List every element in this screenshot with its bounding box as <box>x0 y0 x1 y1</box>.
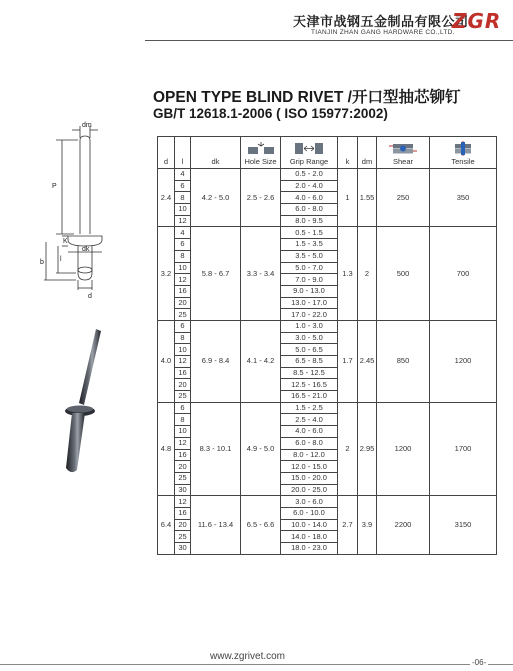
table-row <box>158 227 497 239</box>
cell-grip-range: 13.0 - 17.0 <box>281 297 338 309</box>
hole-icon <box>245 141 277 156</box>
cell-l: 12 <box>175 437 191 449</box>
standard-subtitle: GB/T 12618.1-2006 ( ISO 15977:2002) <box>153 106 388 121</box>
table-row <box>158 169 497 181</box>
company-name-en: TIANJIN ZHAN GANG HARDWARE CO.,LTD. <box>311 29 455 36</box>
cell-grip-range: 8.0 - 9.5 <box>281 215 338 227</box>
dim-label-b: b <box>40 259 44 266</box>
cell-grip-range: 20.0 - 25.0 <box>281 484 338 496</box>
rivet-product-image <box>55 325 115 480</box>
cell-grip-range: 2.0 - 4.0 <box>281 180 338 192</box>
cell-shear: 1200 <box>377 402 430 496</box>
cell-grip-range: 14.0 - 18.0 <box>281 531 338 543</box>
page-title: OPEN TYPE BLIND RIVET /开口型抽芯铆钉 <box>153 89 461 106</box>
cell-l: 6 <box>175 402 191 414</box>
cell-dk: 4.2 - 5.0 <box>191 169 241 227</box>
cell-k: 1.3 <box>338 227 358 321</box>
cell-grip-range: 5.0 - 7.0 <box>281 262 338 274</box>
shear-icon <box>387 141 419 156</box>
footer-website: www.zgrivet.com <box>210 651 286 662</box>
cell-grip-range: 5.0 - 6.5 <box>281 344 338 356</box>
cell-l: 16 <box>175 449 191 461</box>
cell-l: 25 <box>175 531 191 543</box>
page-number: -06- <box>472 658 487 667</box>
cell-l: 20 <box>175 379 191 391</box>
col-header-tensile <box>430 137 497 169</box>
cell-hole-size: 4.1 - 4.2 <box>241 320 281 402</box>
cell-l: 16 <box>175 285 191 297</box>
dim-label-dk: dk <box>82 246 90 253</box>
cell-l: 10 <box>175 344 191 356</box>
cell-grip-range: 3.0 - 5.0 <box>281 332 338 344</box>
cell-grip-range: 0.5 - 2.0 <box>281 169 338 181</box>
company-name-cn: 天津市战钢五金制品有限公司 <box>293 15 469 30</box>
cell-grip-range: 0.5 - 1.5 <box>281 227 338 239</box>
cell-dm: 2 <box>358 227 377 321</box>
cell-l: 16 <box>175 507 191 519</box>
cell-tensile: 1700 <box>430 402 497 496</box>
cell-grip-range: 8.5 - 12.5 <box>281 367 338 379</box>
cell-shear: 500 <box>377 227 430 321</box>
cell-l: 25 <box>175 472 191 484</box>
cell-l: 20 <box>175 519 191 531</box>
cell-grip-range: 12.5 - 16.5 <box>281 379 338 391</box>
cell-hole-size: 3.3 - 3.4 <box>241 227 281 321</box>
table-row <box>158 496 497 508</box>
cell-l: 8 <box>175 192 191 204</box>
cell-dm: 2.95 <box>358 402 377 496</box>
table-body <box>158 169 497 555</box>
cell-d: 4.8 <box>158 402 175 496</box>
col-header-hole-size-label: Hole Size <box>244 157 277 166</box>
cell-l: 30 <box>175 543 191 555</box>
cell-l: 25 <box>175 309 191 321</box>
cell-grip-range: 15.0 - 20.0 <box>281 472 338 484</box>
cell-l: 10 <box>175 426 191 438</box>
cell-grip-range: 6.0 - 10.0 <box>281 507 338 519</box>
cell-grip-range: 10.0 - 14.0 <box>281 519 338 531</box>
cell-grip-range: 7.0 - 9.0 <box>281 274 338 286</box>
cell-grip-range: 1.5 - 3.5 <box>281 239 338 251</box>
cell-d: 2.4 <box>158 169 175 227</box>
cell-tensile: 700 <box>430 227 497 321</box>
footer-divider <box>0 664 513 665</box>
cell-dk: 5.8 - 6.7 <box>191 227 241 321</box>
cell-grip-range: 6.0 - 8.0 <box>281 204 338 216</box>
cell-l: 4 <box>175 169 191 181</box>
cell-shear: 850 <box>377 320 430 402</box>
cell-l: 8 <box>175 250 191 262</box>
cell-tensile: 1200 <box>430 320 497 402</box>
col-header-d: d <box>158 137 175 169</box>
cell-grip-range: 1.5 - 2.5 <box>281 402 338 414</box>
cell-l: 12 <box>175 274 191 286</box>
cell-l: 6 <box>175 320 191 332</box>
cell-dm: 2.45 <box>358 320 377 402</box>
cell-l: 8 <box>175 414 191 426</box>
cell-tensile: 350 <box>430 169 497 227</box>
cell-d: 4.0 <box>158 320 175 402</box>
col-header-l: l <box>175 137 191 169</box>
col-header-grip-range <box>281 137 338 169</box>
col-header-k: k <box>338 137 358 169</box>
cell-k: 2 <box>338 402 358 496</box>
cell-grip-range: 3.0 - 6.0 <box>281 496 338 508</box>
cell-hole-size: 6.5 - 6.6 <box>241 496 281 554</box>
cell-grip-range: 3.5 - 5.0 <box>281 250 338 262</box>
cell-hole-size: 2.5 - 2.6 <box>241 169 281 227</box>
cell-grip-range: 8.0 - 12.0 <box>281 449 338 461</box>
cell-k: 2.7 <box>338 496 358 554</box>
cell-l: 12 <box>175 215 191 227</box>
cell-grip-range: 2.5 - 4.0 <box>281 414 338 426</box>
cell-l: 12 <box>175 356 191 368</box>
cell-grip-range: 4.0 - 6.0 <box>281 426 338 438</box>
cell-grip-range: 6.0 - 8.0 <box>281 437 338 449</box>
col-header-shear-label: Shear <box>392 157 413 166</box>
col-header-hole-size <box>241 137 281 169</box>
cell-dm: 1.55 <box>358 169 377 227</box>
table-row <box>158 320 497 332</box>
cell-l: 4 <box>175 227 191 239</box>
cell-l: 6 <box>175 180 191 192</box>
dim-label-l: l <box>60 256 62 263</box>
cell-l: 8 <box>175 332 191 344</box>
cell-tensile: 3150 <box>430 496 497 554</box>
header-divider <box>145 40 513 41</box>
cell-l: 10 <box>175 204 191 216</box>
cell-grip-range: 6.5 - 8.5 <box>281 356 338 368</box>
cell-grip-range: 17.0 - 22.0 <box>281 309 338 321</box>
cell-l: 10 <box>175 262 191 274</box>
cell-shear: 250 <box>377 169 430 227</box>
col-header-shear <box>377 137 430 169</box>
rivet-dimension-diagram <box>28 118 128 303</box>
table-row <box>158 402 497 414</box>
cell-k: 1.7 <box>338 320 358 402</box>
cell-l: 30 <box>175 484 191 496</box>
grip-range-icon <box>293 141 325 156</box>
cell-l: 20 <box>175 461 191 473</box>
cell-grip-range: 9.0 - 13.0 <box>281 285 338 297</box>
table-header-row <box>158 137 497 169</box>
cell-grip-range: 4.0 - 6.0 <box>281 192 338 204</box>
cell-l: 6 <box>175 239 191 251</box>
col-header-dk: dk <box>191 137 241 169</box>
col-header-dm: dm <box>358 137 377 169</box>
col-header-grip-range-label: Grip Range <box>289 157 329 166</box>
dim-label-k: K <box>63 238 68 245</box>
cell-grip-range: 18.0 - 23.0 <box>281 543 338 555</box>
cell-dm: 3.9 <box>358 496 377 554</box>
rivet-spec-table <box>157 136 497 555</box>
cell-d: 6.4 <box>158 496 175 554</box>
cell-dk: 6.9 - 8.4 <box>191 320 241 402</box>
tensile-icon <box>447 141 479 156</box>
cell-l: 20 <box>175 297 191 309</box>
dim-label-p: P <box>52 183 57 190</box>
company-logo: ZGR <box>452 9 502 33</box>
cell-l: 25 <box>175 391 191 403</box>
col-header-tensile-label: Tensile <box>451 157 475 166</box>
cell-hole-size: 4.9 - 5.0 <box>241 402 281 496</box>
cell-l: 16 <box>175 367 191 379</box>
cell-dk: 11.6 - 13.4 <box>191 496 241 554</box>
dim-label-dm: dm <box>82 122 92 129</box>
cell-grip-range: 1.0 - 3.0 <box>281 320 338 332</box>
cell-grip-range: 16.5 - 21.0 <box>281 391 338 403</box>
dim-label-d: d <box>88 293 92 300</box>
cell-l: 12 <box>175 496 191 508</box>
cell-d: 3.2 <box>158 227 175 321</box>
cell-k: 1 <box>338 169 358 227</box>
cell-dk: 8.3 - 10.1 <box>191 402 241 496</box>
cell-grip-range: 12.0 - 15.0 <box>281 461 338 473</box>
cell-shear: 2200 <box>377 496 430 554</box>
